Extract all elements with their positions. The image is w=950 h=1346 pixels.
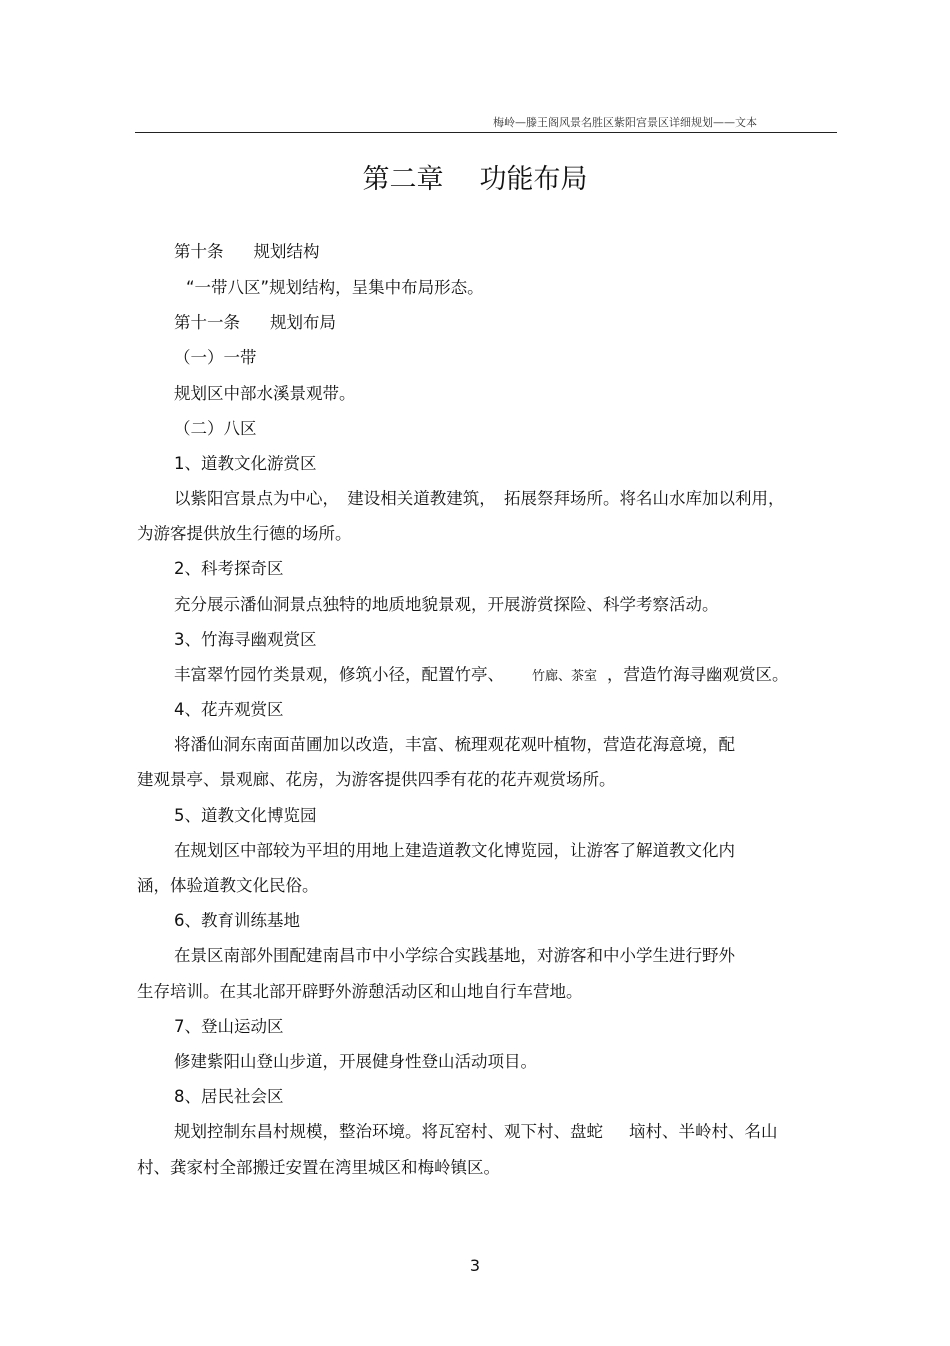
zone-4-text-line-2: 建观景亭、景观廊、花房，为游客提供四季有花的花卉观赏场所。 bbox=[137, 770, 616, 789]
zone-5-text-line-1: 在规划区中部较为平坦的用地上建造道教文化博览园，让游客了解道教文化内 bbox=[174, 841, 735, 860]
zone-1-heading: 1、道教文化游赏区 bbox=[174, 454, 317, 473]
part-1-heading: （一）一带 bbox=[174, 348, 257, 367]
page-number: 3 bbox=[469, 1256, 481, 1275]
header-divider bbox=[135, 132, 837, 133]
zone-3-text-small: 竹廊、茶室 bbox=[532, 669, 598, 684]
zone-8-text-line-1 bbox=[174, 1122, 778, 1142]
part-1-text: 规划区中部水溪景观带。 bbox=[174, 384, 356, 403]
chapter-name: 功能布局 bbox=[479, 164, 588, 195]
zone-6-text-line-1: 在景区南部外围配建南昌市中小学综合实践基地，对游客和中小学生进行野外 bbox=[174, 946, 735, 965]
article-11-heading bbox=[174, 313, 336, 333]
zone-6-text-line-2: 生存培训。在其北部开辟野外游憩活动区和山地自行车营地。 bbox=[137, 982, 583, 1001]
part-2-heading: （二）八区 bbox=[174, 419, 257, 438]
zone-8-text-line-2: 村、龚家村全部搬迁安置在湾里城区和梅岭镇区。 bbox=[137, 1158, 500, 1177]
article-number: 第十一条 bbox=[174, 313, 240, 332]
header-title: 梅岭—滕王阁风景名胜区紫阳宫景区详细规划——文本 bbox=[493, 116, 757, 129]
zone-1-text-line-1: 以紫阳宫景点为中心， 建设相关道教建筑， 拓展祭拜场所。将名山水库加以利用， bbox=[174, 489, 785, 508]
zone-7-heading: 7、登山运动区 bbox=[174, 1017, 284, 1036]
zone-8-text-part-a: 规划控制东昌村规模，整治环境。将瓦窑村、观下村、盘蛇 bbox=[174, 1122, 603, 1141]
article-10-heading bbox=[174, 242, 320, 262]
zone-3-text-part-a: 丰富翠竹园竹类景观，修筑小径，配置竹亭、 bbox=[174, 665, 504, 684]
zone-3-text bbox=[174, 665, 789, 687]
zone-2-heading: 2、科考探奇区 bbox=[174, 559, 284, 578]
zone-3-text-part-b: ，营造竹海寻幽观赏区。 bbox=[607, 665, 789, 684]
chapter-title bbox=[0, 157, 950, 196]
zone-1-text-line-2: 为游客提供放生行德的场所。 bbox=[137, 524, 352, 543]
chapter-number: 第二章 bbox=[362, 164, 444, 195]
zone-8-text-part-b: 垴村、半岭村、名山 bbox=[629, 1122, 778, 1141]
zone-6-heading: 6、教育训练基地 bbox=[174, 911, 300, 930]
zone-3-heading: 3、竹海寻幽观赏区 bbox=[174, 630, 317, 649]
zone-2-text: 充分展示潘仙洞景点独特的地质地貌景观，开展游赏探险、科学考察活动。 bbox=[174, 595, 719, 614]
zone-4-text-line-1: 将潘仙洞东南面苗圃加以改造，丰富、梳理观花观叶植物，营造花海意境，配 bbox=[174, 735, 735, 754]
article-title: 规划布局 bbox=[270, 313, 336, 332]
article-number: 第十条 bbox=[174, 242, 224, 261]
zone-5-text-line-2: 涵，体验道教文化民俗。 bbox=[137, 876, 319, 895]
zone-8-heading: 8、居民社会区 bbox=[174, 1087, 284, 1106]
zone-4-heading: 4、花卉观赏区 bbox=[174, 700, 284, 719]
zone-5-heading: 5、道教文化博览园 bbox=[174, 806, 317, 825]
article-title: 规划结构 bbox=[253, 242, 320, 261]
zone-7-text: 修建紫阳山登山步道，开展健身性登山活动项目。 bbox=[174, 1052, 537, 1071]
article-10-text: “一带八区”规划结构，呈集中布局形态。 bbox=[186, 278, 484, 297]
